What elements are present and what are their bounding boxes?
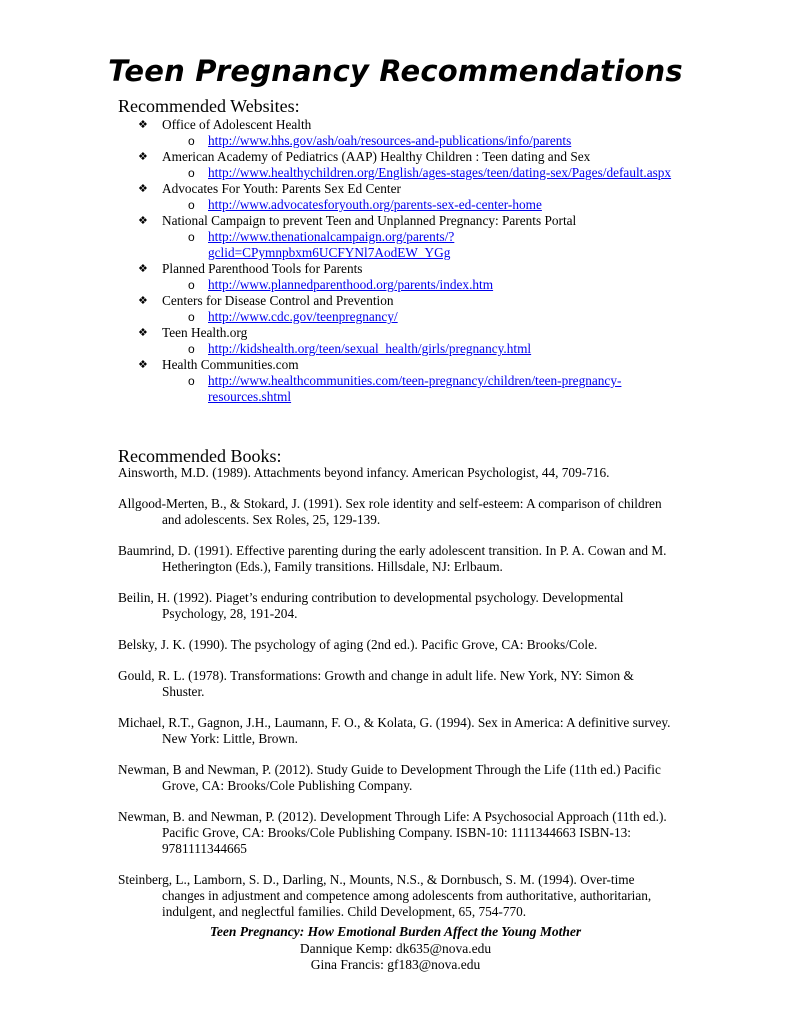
website-link-item	[162, 133, 678, 149]
diamond-bullet-icon: ❖	[138, 214, 148, 227]
website-link[interactable]: http://www.thenationalcampaign.org/parents/?gclid=CPymnpbxm6UCFYNl7AodEW_YGg	[208, 229, 455, 260]
book-reference: Beilin, H. (1992). Piaget’s enduring contribution to developmental psychology. Developmental Psychology, 28, 191-204.	[118, 590, 624, 621]
circle-bullet-icon: o	[188, 342, 195, 356]
diamond-bullet-icon: ❖	[138, 294, 148, 307]
book-reference: Newman, B. and Newman, P. (2012). Development Through Life: A Psychosocial Approach (11th ed.). Pacific Grove, CA: Brooks/Cole Publishing Company. ISBN-10: 1111344663 ISBN-13: 9781111344665	[118, 809, 667, 856]
website-link[interactable]: http://www.healthcommunities.com/teen-pregnancy/children/teen-pregnancy-resources.shtml	[208, 373, 622, 404]
circle-bullet-icon: o	[188, 310, 195, 324]
website-link-item	[162, 309, 678, 325]
book-reference: Newman, B and Newman, P. (2012). Study Guide to Development Through the Life (11th ed.) Pacific Grove, CA: Brooks/Cole Publishing Company.	[118, 762, 661, 793]
website-link-item	[162, 341, 678, 357]
website-link-item	[162, 229, 678, 261]
book-reference: Michael, R.T., Gagnon, J.H., Laumann, F. O., & Kolata, G. (1994). Sex in America: A definitive survey. New York: Little, Brown.	[118, 715, 671, 746]
website-name: American Academy of Pediatrics (AAP) Healthy Children : Teen dating and Sex	[162, 149, 591, 164]
page-title: Teen Pregnancy Recommendations	[108, 54, 683, 88]
circle-bullet-icon: o	[188, 374, 195, 388]
website-link[interactable]: http://www.cdc.gov/teenpregnancy/	[208, 309, 398, 324]
circle-bullet-icon: o	[188, 198, 195, 212]
website-name: Office of Adolescent Health	[162, 117, 312, 132]
book-reference: Allgood-Merten, B., & Stokard, J. (1991). Sex role identity and self-esteem: A comparison of children and adolescents. Sex Roles, 25, 129-139.	[118, 496, 662, 527]
footer-title: Teen Pregnancy: How Emotional Burden Affect the Young Mother	[209, 924, 582, 939]
book-reference: Baumrind, D. (1991). Effective parenting during the early adolescent transition. In P. A. Cowan and M. Hetherington (Eds.), Family transitions. Hillsdale, NJ: Erlbaum.	[118, 543, 667, 574]
book-reference: Steinberg, L., Lamborn, S. D., Darling, N., Mounts, N.S., & Dornbusch, S. M. (1994). Over-time changes in adjustment and competence among adolescents from authoritative, authoritarian, indulgent, and neglectful families. Child Development, 65, 754-770.	[118, 872, 652, 919]
website-item	[118, 181, 678, 213]
books-list	[118, 465, 678, 935]
website-name: Advocates For Youth: Parents Sex Ed Center	[162, 181, 401, 196]
circle-bullet-icon: o	[188, 278, 195, 292]
book-reference: Ainsworth, M.D. (1989). Attachments beyond infancy. American Psychologist, 44, 709-716.	[118, 465, 610, 480]
website-link[interactable]: http://www.advocatesforyouth.org/parents-sex-ed-center-home	[208, 197, 542, 212]
footer	[0, 924, 791, 974]
diamond-bullet-icon: ❖	[138, 182, 148, 195]
website-link[interactable]: http://www.hhs.gov/ash/oah/resources-and-publications/info/parents	[208, 133, 572, 148]
circle-bullet-icon: o	[188, 134, 195, 148]
diamond-bullet-icon: ❖	[138, 358, 148, 371]
websites-heading: Recommended Websites:	[118, 96, 300, 116]
footer-author-1: Dannique Kemp: dk635@nova.edu	[299, 940, 492, 956]
circle-bullet-icon: o	[188, 166, 195, 180]
website-item	[118, 149, 678, 181]
website-name: Health Communities.com	[162, 357, 299, 372]
book-reference: Gould, R. L. (1978). Transformations: Growth and change in adult life. New York, NY: Simon & Shuster.	[118, 668, 634, 699]
circle-bullet-icon: o	[188, 230, 195, 244]
website-link-item	[162, 277, 678, 293]
website-item	[118, 357, 678, 405]
website-name: Teen Health.org	[162, 325, 248, 340]
diamond-bullet-icon: ❖	[138, 118, 148, 131]
website-item	[118, 293, 678, 325]
books-heading: Recommended Books:	[118, 446, 282, 466]
website-link-item	[162, 373, 678, 405]
website-name: National Campaign to prevent Teen and Unplanned Pregnancy: Parents Portal	[162, 213, 577, 228]
website-item	[118, 261, 678, 293]
website-link[interactable]: http://www.healthychildren.org/English/ages-stages/teen/dating-sex/Pages/default.aspx	[208, 165, 672, 180]
diamond-bullet-icon: ❖	[138, 326, 148, 339]
website-name: Planned Parenthood Tools for Parents	[162, 261, 363, 276]
diamond-bullet-icon: ❖	[138, 150, 148, 163]
footer-author-2: Gina Francis: gf183@nova.edu	[310, 957, 481, 972]
website-link[interactable]: http://www.plannedparenthood.org/parents/index.htm	[208, 277, 494, 292]
websites-list	[118, 117, 678, 405]
website-item	[118, 213, 678, 261]
website-link-item	[162, 165, 678, 181]
website-link[interactable]: http://kidshealth.org/teen/sexual_health/girls/pregnancy.html	[208, 341, 532, 356]
website-item	[118, 117, 678, 149]
website-item	[118, 325, 678, 357]
website-name: Centers for Disease Control and Prevention	[162, 293, 394, 308]
diamond-bullet-icon: ❖	[138, 262, 148, 275]
book-reference: Belsky, J. K. (1990). The psychology of aging (2nd ed.). Pacific Grove, CA: Brooks/Cole.	[118, 637, 598, 652]
website-link-item	[162, 197, 678, 213]
